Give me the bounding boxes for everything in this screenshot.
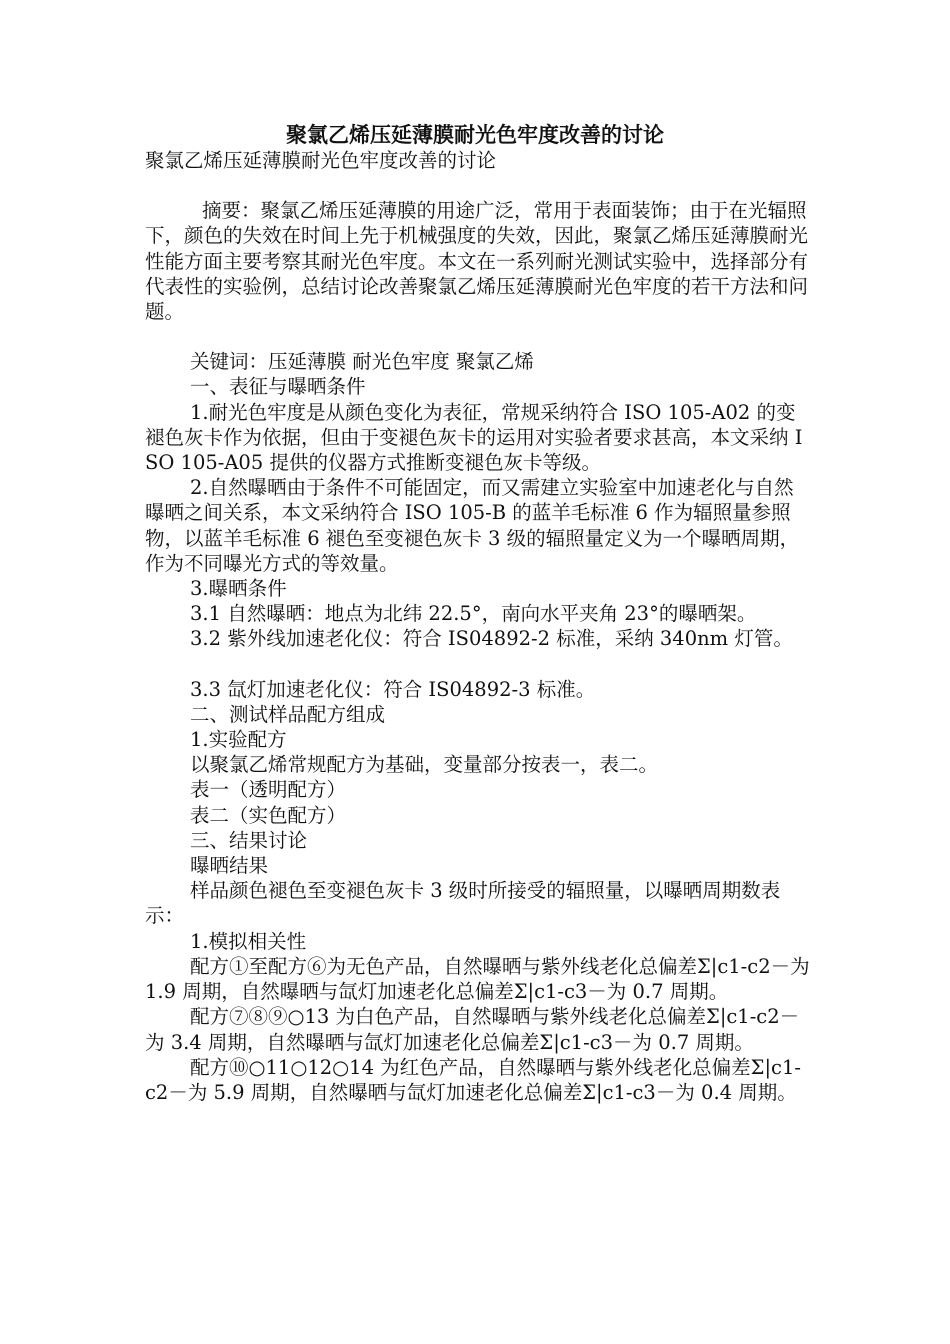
spacer <box>145 173 810 198</box>
spacer <box>145 324 810 349</box>
section-heading-1: 一、表征与曝晒条件 <box>190 375 366 399</box>
paragraph-6: 曝晒结果 <box>190 854 269 878</box>
table-1-caption: 表一（透明配方） <box>190 778 347 802</box>
paragraph-10: 配方⑦⑧⑨○13 为白色产品，自然曝晒与紫外线老化总偏差Σ|c1-c2－为 3.4 周期，自然曝晒与氙灯加速老化总偏差Σ|c1-c3－为 0.7 周期。 <box>145 1005 800 1054</box>
document-subtitle: 聚氯乙烯压延薄膜耐光色牢度改善的讨论 <box>145 149 497 172</box>
paragraph-1: 1.耐光色牢度是从颜色变化为表征，常规采纳符合 ISO 105-A02 的变褪色灰卡作为依据，但由于变褪色灰卡的运用对实验者要求甚高，本文采纳 ISO 105-A05 提供的仪器方式推断变褪色灰卡等级。 <box>145 400 803 475</box>
paragraph-2: 2.自然曝晒由于条件不可能固定，而又需建立实验室中加速老化与自然曝晒之间关系，本文采纳符合 ISO 105-B 的蓝羊毛标准 6 作为辐照量参照物，以蓝羊毛标准 6 褪色至变褪色灰卡 3 级的辐照量定义为一个曝晒周期，作为不同曝光方式的等效量。 <box>145 476 800 575</box>
spacer <box>145 652 810 677</box>
document-title: 聚氯乙烯压延薄膜耐光色牢度改善的讨论 <box>286 123 664 147</box>
document-body <box>145 148 816 1105</box>
paragraph-9: 配方①至配方⑥为无色产品，自然曝晒与紫外线老化总偏差Σ|c1-c2－为 1.9 周期，自然曝晒与氙灯加速老化总偏差Σ|c1-c3－为 0.7 周期。 <box>145 954 816 1004</box>
paragraph-3: 3.曝晒条件 <box>190 577 287 601</box>
section-heading-3: 三、结果讨论 <box>190 828 308 852</box>
abstract-paragraph: 摘要：聚氯乙烯压延薄膜的用途广泛，常用于表面装饰；由于在光辐照下，颜色的失效在时间上先于机械强度的失效，因此，聚氯乙烯压延薄膜耐光性能方面主要考察其耐光色牢度。本文在一系列耐光测试实验中，选择部分有代表性的实验例，总结讨论改善聚氯乙烯压延薄膜耐光色牢度的若干方法和问题。 <box>145 199 809 324</box>
keywords-line: 关键词：压延薄膜 耐光色牢度 聚氯乙烯 <box>190 350 534 374</box>
paragraph-3-3: 3.3 氙灯加速老化仪：符合 IS04892-3 标准。 <box>190 677 596 701</box>
table-2-caption: 表二（实色配方） <box>190 803 347 827</box>
paragraph-5: 以聚氯乙烯常规配方为基础，变量部分按表一，表二。 <box>190 753 659 777</box>
paragraph-3-2: 3.2 紫外线加速老化仪：符合 IS04892-2 标准，采纳 340nm 灯管。 <box>190 627 793 651</box>
paragraph-4: 1.实验配方 <box>190 728 287 752</box>
paragraph-3-1: 3.1 自然曝晒：地点为北纬 22.5°，南向水平夹角 23°的曝晒架。 <box>190 602 757 626</box>
section-heading-2: 二、测试样品配方组成 <box>190 702 386 726</box>
paragraph-8: 1.模拟相关性 <box>190 929 307 953</box>
paragraph-11: 配方⑩○11○12○14 为红色产品，自然曝晒与紫外线老化总偏差Σ|c1-c2－为 5.9 周期，自然曝晒与氙灯加速老化总偏差Σ|c1-c3－为 0.4 周期。 <box>145 1055 801 1104</box>
paragraph-7: 样品颜色褪色至变褪色灰卡 3 级时所接受的辐照量，以曝晒周期数表示： <box>145 879 781 928</box>
